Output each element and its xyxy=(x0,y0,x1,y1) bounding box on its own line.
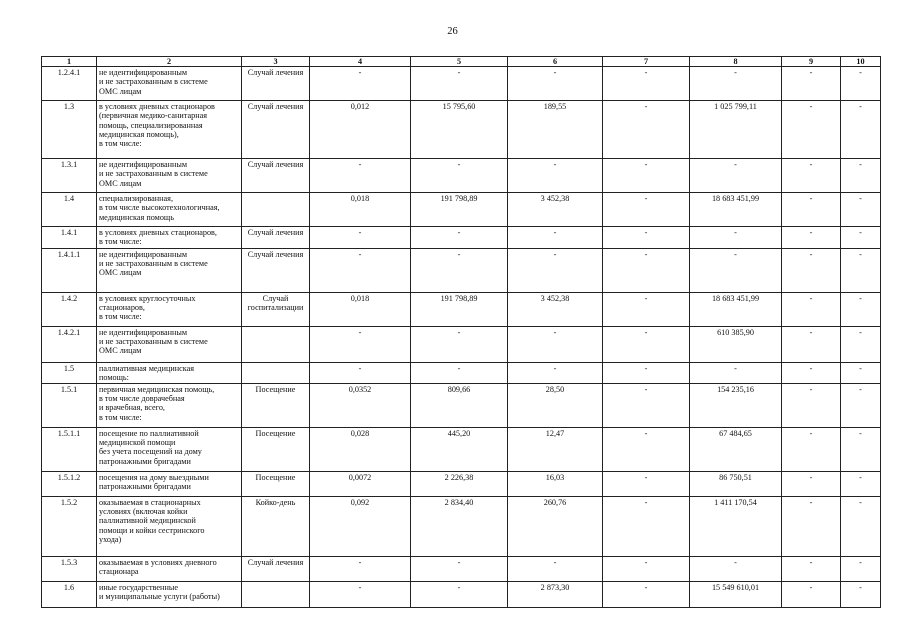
table-row xyxy=(42,557,881,582)
cell-value: - xyxy=(603,326,690,362)
cell-value: 12,47 xyxy=(508,428,603,472)
column-header: 1 xyxy=(42,57,97,67)
cell-value: - xyxy=(841,159,881,193)
row-description: иные государственные и муниципальные услуги (работы) xyxy=(97,582,242,608)
row-unit: Случай госпитализации xyxy=(242,292,310,326)
cell-value: - xyxy=(508,67,603,101)
column-header: 9 xyxy=(782,57,841,67)
table-row xyxy=(42,497,881,557)
cell-value: 809,66 xyxy=(411,384,508,428)
table-row xyxy=(42,428,881,472)
cell-value: - xyxy=(841,193,881,227)
table-row xyxy=(42,67,881,101)
cell-value: - xyxy=(690,67,782,101)
row-number: 1.5.3 xyxy=(42,557,97,582)
cell-value: - xyxy=(603,248,690,292)
cell-value: - xyxy=(782,159,841,193)
row-number: 1.3.1 xyxy=(42,159,97,193)
cell-value: 3 452,38 xyxy=(508,193,603,227)
cell-value: - xyxy=(782,428,841,472)
row-description: оказываемая в стационарных условиях (включая койки паллиативной медицинской помощи и койки сестринского ухода) xyxy=(97,497,242,557)
cell-value: - xyxy=(782,362,841,383)
row-number: 1.5.1 xyxy=(42,384,97,428)
cell-value: - xyxy=(782,326,841,362)
column-header: 2 xyxy=(97,57,242,67)
cell-value: - xyxy=(782,292,841,326)
cell-value: - xyxy=(782,497,841,557)
cell-value: 0,028 xyxy=(310,428,411,472)
cell-value: 28,50 xyxy=(508,384,603,428)
cell-value: - xyxy=(411,582,508,608)
cell-value: - xyxy=(782,67,841,101)
table-row xyxy=(42,362,881,383)
row-description: паллиативная медицинская помощь: xyxy=(97,362,242,383)
cell-value: - xyxy=(841,582,881,608)
cell-value: - xyxy=(841,101,881,159)
cell-value: - xyxy=(603,497,690,557)
cell-value: - xyxy=(841,428,881,472)
cell-value: - xyxy=(603,428,690,472)
cell-value: - xyxy=(411,248,508,292)
cell-value: - xyxy=(690,362,782,383)
row-number: 1.5.1.2 xyxy=(42,472,97,497)
cell-value: - xyxy=(603,472,690,497)
cell-value: - xyxy=(310,67,411,101)
row-unit: Койко-день xyxy=(242,497,310,557)
cell-value: 18 683 451,99 xyxy=(690,193,782,227)
row-description: специализированная, в том числе высокотехнологичная, медицинская помощь xyxy=(97,193,242,227)
table-row xyxy=(42,326,881,362)
row-number: 1.5 xyxy=(42,362,97,383)
data-table xyxy=(41,56,881,608)
row-description: в условиях круглосуточных стационаров, в том числе: xyxy=(97,292,242,326)
cell-value: - xyxy=(603,292,690,326)
cell-value: - xyxy=(841,292,881,326)
cell-value: 0,018 xyxy=(310,193,411,227)
cell-value: - xyxy=(310,248,411,292)
row-description: посещение по паллиативной медицинской помощи без учета посещений на дому патронажными бригадами xyxy=(97,428,242,472)
cell-value: - xyxy=(310,159,411,193)
row-description: не идентифицированным и не застрахованным в системе ОМС лицам xyxy=(97,159,242,193)
cell-value: - xyxy=(603,67,690,101)
cell-value: - xyxy=(841,362,881,383)
cell-value: - xyxy=(782,384,841,428)
cell-value: - xyxy=(508,248,603,292)
table-row xyxy=(42,582,881,608)
cell-value: - xyxy=(841,67,881,101)
cell-value: - xyxy=(782,557,841,582)
cell-value: - xyxy=(690,227,782,248)
table-row xyxy=(42,159,881,193)
row-number: 1.2.4.1 xyxy=(42,67,97,101)
table-row xyxy=(42,193,881,227)
cell-value: 610 385,90 xyxy=(690,326,782,362)
cell-value: - xyxy=(508,159,603,193)
cell-value: 154 235,16 xyxy=(690,384,782,428)
cell-value: - xyxy=(841,384,881,428)
row-unit xyxy=(242,362,310,383)
cell-value: - xyxy=(782,248,841,292)
row-unit xyxy=(242,326,310,362)
table-row xyxy=(42,227,881,248)
row-unit xyxy=(242,193,310,227)
table-row xyxy=(42,101,881,159)
cell-value: - xyxy=(508,326,603,362)
cell-value: 0,0352 xyxy=(310,384,411,428)
cell-value: - xyxy=(508,557,603,582)
cell-value: - xyxy=(310,557,411,582)
cell-value: - xyxy=(690,159,782,193)
column-header: 10 xyxy=(841,57,881,67)
cell-value: 86 750,51 xyxy=(690,472,782,497)
row-description: первичная медицинская помощь, в том числе доврачебная и врачебная, всего, в том числе: xyxy=(97,384,242,428)
cell-value: 15 549 610,01 xyxy=(690,582,782,608)
cell-value: - xyxy=(603,159,690,193)
cell-value: 260,76 xyxy=(508,497,603,557)
row-number: 1.6 xyxy=(42,582,97,608)
cell-value: - xyxy=(841,557,881,582)
table-row xyxy=(42,472,881,497)
cell-value: - xyxy=(690,248,782,292)
cell-value: 0,092 xyxy=(310,497,411,557)
row-description: не идентифицированным и не застрахованным в системе ОМС лицам xyxy=(97,248,242,292)
cell-value: - xyxy=(310,582,411,608)
row-number: 1.4.2 xyxy=(42,292,97,326)
cell-value: 18 683 451,99 xyxy=(690,292,782,326)
cell-value: 2 834,40 xyxy=(411,497,508,557)
cell-value: - xyxy=(411,362,508,383)
cell-value: 16,03 xyxy=(508,472,603,497)
page-number: 26 xyxy=(447,26,458,37)
cell-value: - xyxy=(603,362,690,383)
cell-value: - xyxy=(411,326,508,362)
cell-value: 191 798,89 xyxy=(411,193,508,227)
row-description: посещения на дому выездными патронажными бригадами xyxy=(97,472,242,497)
cell-value: - xyxy=(841,248,881,292)
row-unit: Посещение xyxy=(242,384,310,428)
cell-value: - xyxy=(411,557,508,582)
cell-value: - xyxy=(603,101,690,159)
cell-value: - xyxy=(310,227,411,248)
cell-value: - xyxy=(782,582,841,608)
table-row xyxy=(42,384,881,428)
cell-value: 0,012 xyxy=(310,101,411,159)
row-description: в условиях дневных стационаров, в том числе: xyxy=(97,227,242,248)
row-description: не идентифицированным и не застрахованным в системе ОМС лицам xyxy=(97,67,242,101)
cell-value: 191 798,89 xyxy=(411,292,508,326)
row-number: 1.4.1.1 xyxy=(42,248,97,292)
header-row xyxy=(42,57,881,67)
row-description: в условиях дневных стационаров (первичная медико-санитарная помощь, специализированная медицинская помощь), в том числе: xyxy=(97,101,242,159)
cell-value: 189,55 xyxy=(508,101,603,159)
column-header: 8 xyxy=(690,57,782,67)
table-body xyxy=(42,67,881,608)
cell-value: - xyxy=(411,159,508,193)
cell-value: - xyxy=(841,326,881,362)
row-description: не идентифицированным и не застрахованным в системе ОМС лицам xyxy=(97,326,242,362)
row-unit: Посещение xyxy=(242,428,310,472)
cell-value: 3 452,38 xyxy=(508,292,603,326)
cell-value: - xyxy=(603,384,690,428)
cell-value: 2 873,30 xyxy=(508,582,603,608)
table-row xyxy=(42,248,881,292)
cell-value: - xyxy=(690,557,782,582)
cell-value: - xyxy=(782,227,841,248)
cell-value: - xyxy=(603,227,690,248)
row-unit: Случай лечения xyxy=(242,248,310,292)
cell-value: - xyxy=(841,227,881,248)
cell-value: - xyxy=(603,193,690,227)
cell-value: - xyxy=(782,101,841,159)
cell-value: - xyxy=(508,227,603,248)
row-number: 1.5.2 xyxy=(42,497,97,557)
row-number: 1.4.2.1 xyxy=(42,326,97,362)
column-header: 5 xyxy=(411,57,508,67)
cell-value: - xyxy=(841,497,881,557)
cell-value: 67 484,65 xyxy=(690,428,782,472)
row-unit: Случай лечения xyxy=(242,67,310,101)
row-unit xyxy=(242,582,310,608)
column-header: 6 xyxy=(508,57,603,67)
row-unit: Случай лечения xyxy=(242,557,310,582)
column-header: 4 xyxy=(310,57,411,67)
row-number: 1.4.1 xyxy=(42,227,97,248)
cell-value: - xyxy=(603,582,690,608)
cell-value: - xyxy=(782,193,841,227)
row-unit: Случай лечения xyxy=(242,101,310,159)
column-header: 3 xyxy=(242,57,310,67)
cell-value: 0,018 xyxy=(310,292,411,326)
row-unit: Посещение xyxy=(242,472,310,497)
cell-value: 445,20 xyxy=(411,428,508,472)
row-description: оказываемая в условиях дневного стационара xyxy=(97,557,242,582)
cell-value: 0,0072 xyxy=(310,472,411,497)
cell-value: - xyxy=(411,67,508,101)
cell-value: - xyxy=(841,472,881,497)
cell-value: - xyxy=(782,472,841,497)
row-number: 1.5.1.1 xyxy=(42,428,97,472)
row-unit: Случай лечения xyxy=(242,227,310,248)
cell-value: - xyxy=(603,557,690,582)
cell-value: 1 025 799,11 xyxy=(690,101,782,159)
cell-value: 1 411 170,54 xyxy=(690,497,782,557)
column-header: 7 xyxy=(603,57,690,67)
row-unit: Случай лечения xyxy=(242,159,310,193)
row-number: 1.4 xyxy=(42,193,97,227)
cell-value: - xyxy=(310,326,411,362)
cell-value: 15 795,60 xyxy=(411,101,508,159)
cell-value: - xyxy=(508,362,603,383)
row-number: 1.3 xyxy=(42,101,97,159)
table-row xyxy=(42,292,881,326)
cell-value: - xyxy=(411,227,508,248)
cell-value: 2 226,38 xyxy=(411,472,508,497)
cell-value: - xyxy=(310,362,411,383)
